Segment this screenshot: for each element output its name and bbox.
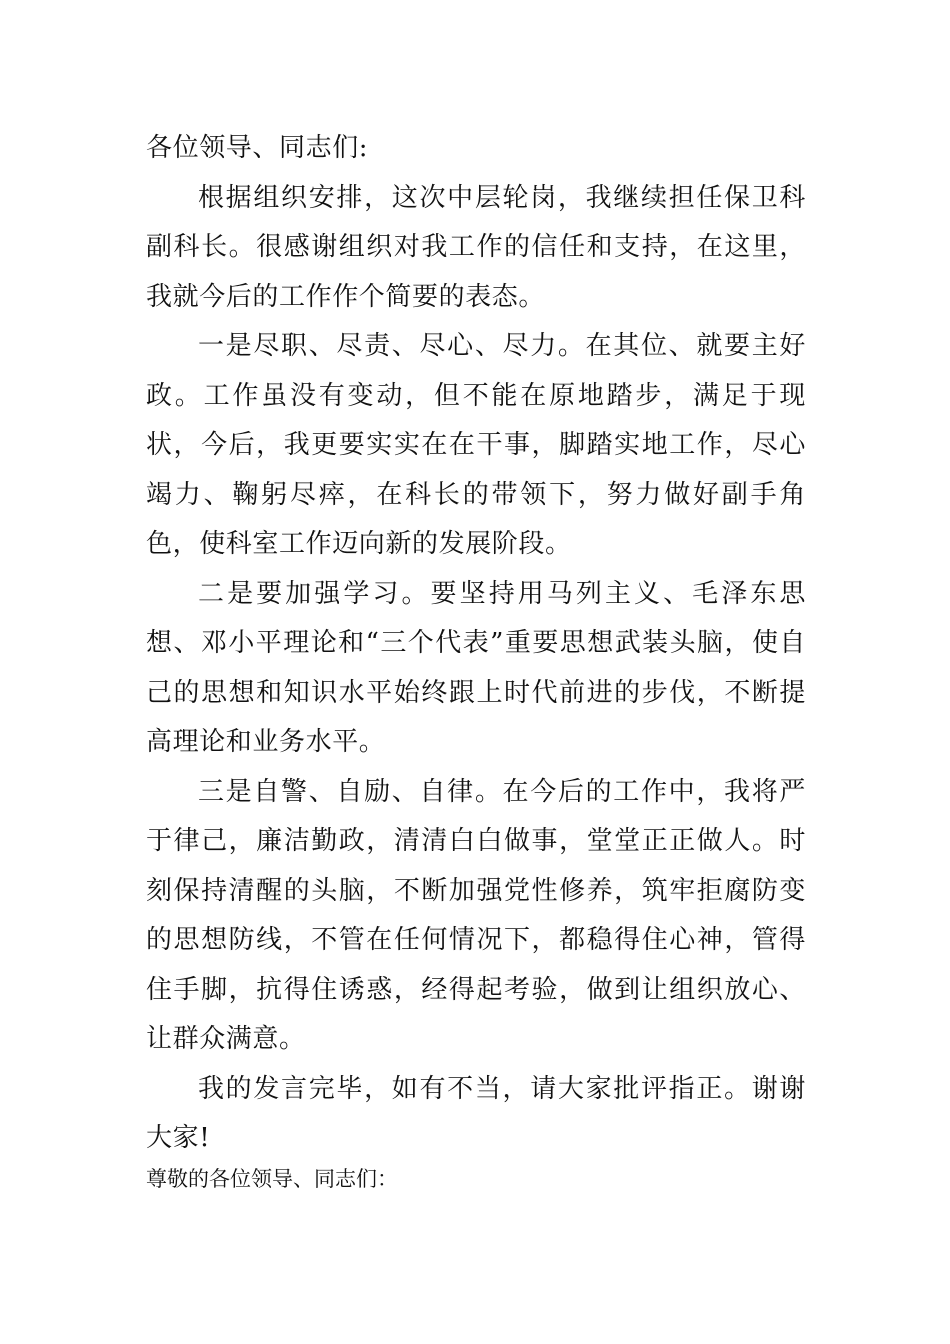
- salutation: 各位领导、同志们:: [146, 133, 369, 163]
- speech-body: [146, 124, 806, 1164]
- paragraph-point-two: 二是要加强学习。要坚持用马列主义、毛泽东思想、邓小平理论和“三个代表”重要思想武装头脑，使自己的思想和知识水平始终跟上时代前进的步伐，不断提高理论和业务水平。: [146, 578, 806, 757]
- paragraph-point-one: 一是尽职、尽责、尽心、尽力。在其位、就要主好政。工作虽没有变动，但不能在原地踏步，满足于现状，今后，我更要实实在在干事，脚踏实地工作，尽心竭力、鞠躬尽瘁，在科长的带领下，努力做好副手角色，使科室工作迈向新的发展阶段。: [146, 331, 806, 559]
- paragraph-intro: 根据组织安排，这次中层轮岗，我继续担任保卫科副科长。很感谢组织对我工作的信任和支持，在这里，我就今后的工作作个简要的表态。: [146, 182, 806, 312]
- paragraph-point-three: 三是自警、自励、自律。在今后的工作中，我将严于律己，廉洁勤政，清清白白做事，堂堂正正做人。时刻保持清醒的头脑，不断加强党性修养，筑牢拒腐防变的思想防线，不管在任何情况下，都稳得住心神，管得住手脚，抗得住诱惑，经得起考验，做到让组织放心、让群众满意。: [146, 776, 806, 1054]
- paragraph-closing: 我的发言完毕，如有不当，请大家批评指正。谢谢大家!: [146, 1073, 806, 1153]
- second-salutation: 尊敬的各位领导、同志们：: [146, 1167, 398, 1191]
